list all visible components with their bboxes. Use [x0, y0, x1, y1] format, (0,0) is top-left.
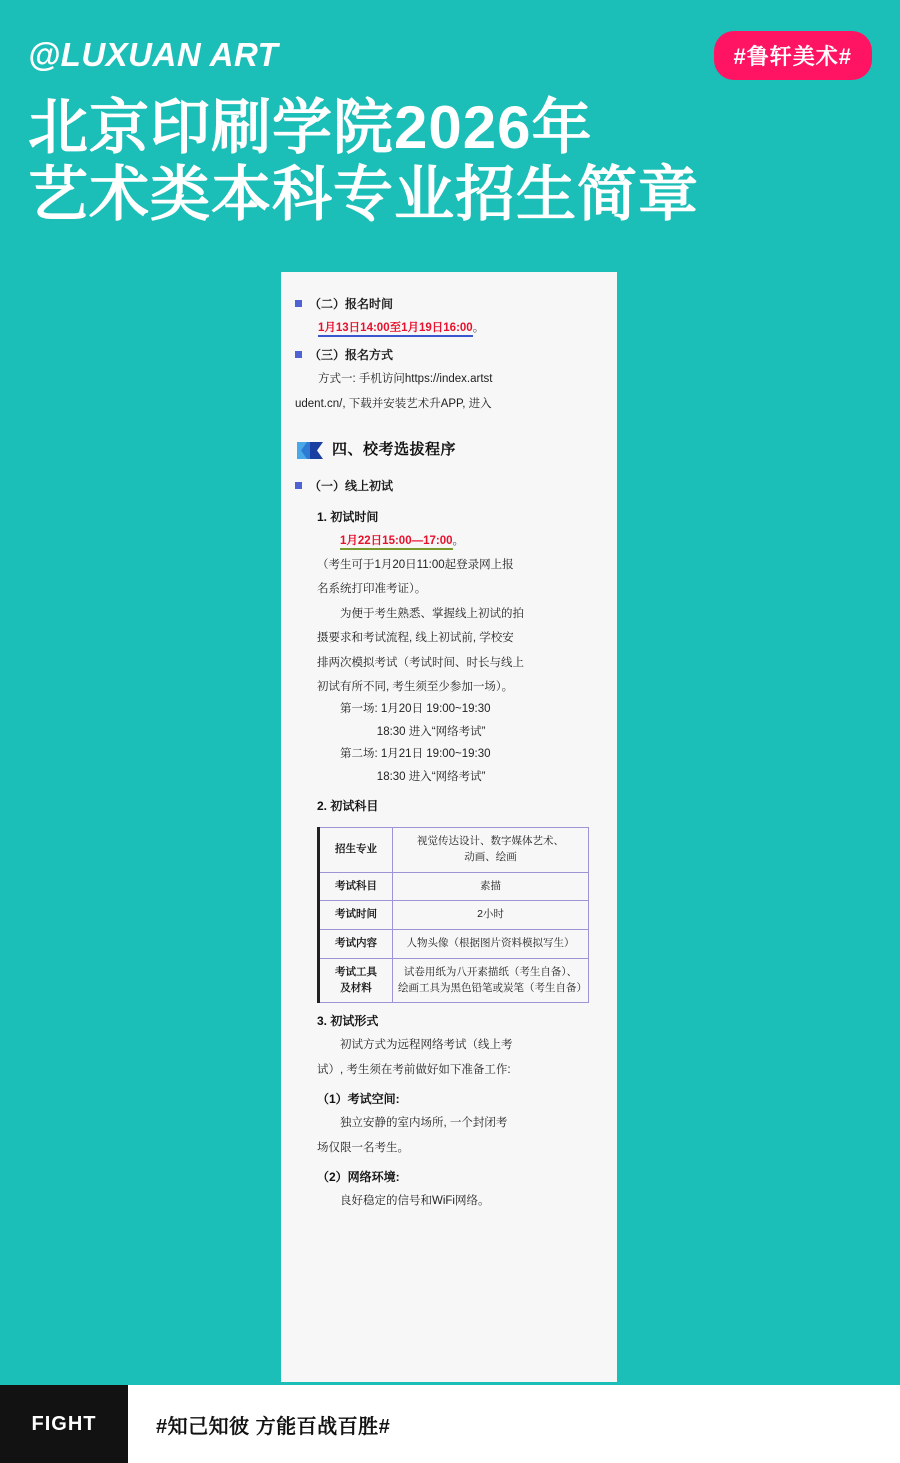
square-bullet-icon	[295, 351, 302, 358]
mock-session-2: 第二场: 1月21日 19:00~19:30	[340, 748, 491, 761]
heading-signup-method-label: （三）报名方式	[309, 348, 394, 363]
page-title	[28, 94, 872, 228]
brand-title: @LUXUAN ART	[28, 36, 279, 73]
exam-info-table	[317, 827, 589, 1003]
exam-time-note-6: 初试有所不同, 考生须至少参加一场）。	[317, 681, 514, 694]
poster-header	[0, 0, 900, 228]
brand-row	[28, 30, 872, 80]
table-row	[319, 901, 589, 930]
title-line-2: 艺术类本科专业招生简章	[28, 161, 699, 229]
exam-time-note-4: 摄要求和考试流程, 线上初试前, 学校安	[317, 632, 514, 645]
mock-session-2-detail: 18:30 进入“网络考试”	[376, 770, 486, 783]
table-row	[319, 958, 589, 1003]
signup-time-value-line	[295, 317, 599, 339]
mock-session-1-detail: 18:30 进入“网络考试”	[376, 725, 486, 738]
mock-session-1: 第一场: 1月20日 19:00~19:30	[340, 703, 491, 716]
signup-method-line-2: udent.cn/, 下载并安装艺术升APP, 进入	[295, 397, 492, 410]
table-cell-value: 人物头像（根据图片资料模拟写生）	[393, 930, 589, 959]
table-cell-label: 考试工具 及材料	[319, 958, 393, 1003]
flag-icon	[297, 442, 323, 459]
square-bullet-icon	[295, 482, 302, 489]
subheading-network-env: （2）网络环境:	[317, 1170, 400, 1185]
table-cell-value: 2小时	[393, 901, 589, 930]
exam-time-note-2: 名系统打印准考证）。	[317, 583, 427, 596]
table-cell-value: 视觉传达设计、数字媒体艺术、 动画、绘画	[393, 828, 589, 873]
table-cell-label: 考试内容	[319, 930, 393, 959]
signup-time-value: 1月13日14:00至1月19日16:00	[318, 322, 473, 337]
document-card	[281, 272, 617, 1382]
hashtag-badge: #鲁轩美术#	[714, 31, 872, 80]
exam-time-value: 1月22日15:00—17:00	[340, 535, 453, 550]
heading-signup-time-label: （二）报名时间	[309, 297, 394, 311]
signup-time-suffix: 。	[472, 322, 485, 334]
heading-online-first-round-label: （一）线上初试	[309, 478, 394, 493]
table-cell-value: 素描	[393, 872, 589, 901]
footer-slogan: #知己知彼 方能百战百胜#	[156, 1415, 391, 1438]
section-heading-4-label: 四、校考选拔程序	[332, 441, 457, 459]
table-cell-value: 试卷用纸为八开素描纸（考生自备）、 绘画工具为黑色铅笔或炭笔（考生自备）	[393, 958, 589, 1003]
exam-time-note-3: 为便于考生熟悉、掌握线上初试的拍	[340, 607, 524, 620]
exam-time-suffix: 。	[452, 534, 465, 547]
subheading-exam-space: （1）考试空间:	[317, 1092, 400, 1107]
table-cell-label: 考试时间	[319, 901, 393, 930]
heading-signup-time	[295, 294, 599, 315]
title-line-1: 北京印刷学院2026年	[28, 94, 593, 161]
heading-signup-method	[295, 345, 599, 366]
exam-format-line-2: 试）, 考生须在考前做好如下准备工作:	[317, 1063, 511, 1076]
exam-time-value-line	[317, 530, 599, 552]
footer-badge: FIGHT	[0, 1385, 128, 1463]
exam-format-line-1: 初试方式为远程网络考试（线上考	[340, 1039, 513, 1052]
exam-space-line-2: 场仅限一名考生。	[317, 1141, 409, 1154]
table-row	[319, 930, 589, 959]
subheading-exam-format: 3. 初试形式	[317, 1014, 379, 1029]
table-row	[319, 828, 589, 873]
subheading-exam-subjects: 2. 初试科目	[317, 799, 379, 814]
table-cell-label: 招生专业	[319, 828, 393, 873]
exam-space-line-1: 独立安静的室内场所, 一个封闭考	[340, 1117, 508, 1130]
heading-online-first-round	[295, 476, 599, 497]
table-cell-label: 考试科目	[319, 872, 393, 901]
section-heading-4	[297, 437, 599, 463]
signup-method-line-1: 方式一: 手机访问https://index.artst	[318, 373, 493, 386]
exam-time-note-5: 排两次模拟考试（考试时间、时长与线上	[317, 656, 524, 669]
table-row	[319, 872, 589, 901]
network-env-line-1: 良好稳定的信号和WiFi网络。	[340, 1195, 490, 1208]
poster-footer	[0, 1385, 900, 1463]
square-bullet-icon	[295, 300, 302, 307]
exam-time-note-1: （考生可于1月20日11:00起登录网上报	[317, 558, 514, 571]
subheading-exam-time: 1. 初试时间	[317, 509, 379, 524]
